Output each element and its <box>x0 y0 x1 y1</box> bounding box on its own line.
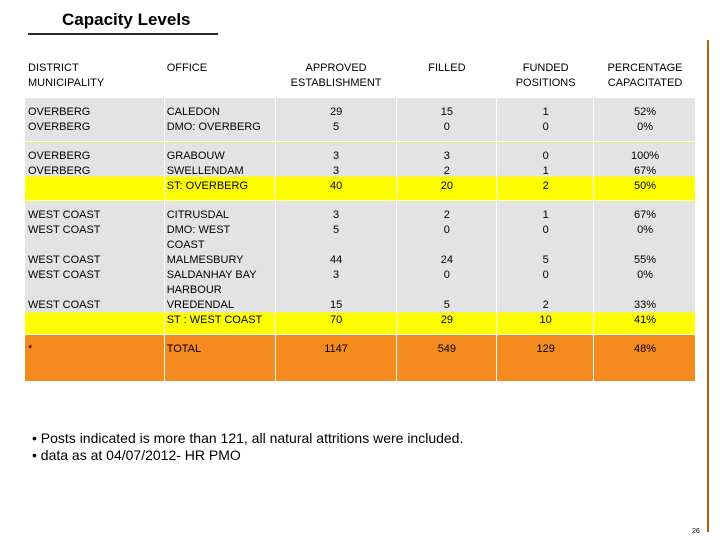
table-row <box>25 98 696 142</box>
header-district: DISTRICT MUNICIPALITY <box>25 54 165 98</box>
approved-cell: 1147 <box>275 335 396 382</box>
district-cell: OVERBERG OVERBERG <box>25 98 165 142</box>
funded-cell: 0 1 2 <box>497 142 594 201</box>
page-number: 26 <box>692 528 700 535</box>
percentage-cell: 52% 0% <box>594 98 696 142</box>
office-cell: GRABOUW SWELLENDAM ST: OVERBERG <box>164 142 275 201</box>
header-office: OFFICE <box>164 54 275 98</box>
header-funded: FUNDED POSITIONS <box>497 54 594 98</box>
capacity-table <box>24 53 696 382</box>
filled-cell: 15 0 <box>396 98 497 142</box>
table-header-row <box>25 54 696 98</box>
funded-cell: 129 <box>497 335 594 382</box>
table-row <box>25 201 696 335</box>
slide-edge-rule <box>707 40 709 532</box>
office-cell: CITRUSDAL DMO: WEST COAST MALMESBURY SALDANHAY BAY HARBOUR VREDENDAL ST : WEST COAST <box>164 201 275 335</box>
header-filled: FILLED <box>396 54 497 98</box>
approved-cell: 29 5 <box>275 98 396 142</box>
header-percentage: PERCENTAGE CAPACITATED <box>594 54 696 98</box>
funded-cell: 1 0 <box>497 98 594 142</box>
filled-cell: 2 0 24 0 5 29 <box>396 201 497 335</box>
table-total-row <box>25 335 696 382</box>
filled-cell: 3 2 20 <box>396 142 497 201</box>
percentage-cell: 48% <box>594 335 696 382</box>
percentage-cell: 67% 0% 55% 0% 33% 41% <box>594 201 696 335</box>
approved-cell: 3 3 40 <box>275 142 396 201</box>
percentage-cell: 100% 67% 50% <box>594 142 696 201</box>
office-cell: TOTAL <box>164 335 275 382</box>
footnotes <box>32 430 463 464</box>
page-title: Capacity Levels <box>62 10 191 29</box>
filled-cell: 549 <box>396 335 497 382</box>
district-cell: OVERBERG OVERBERG <box>25 142 165 201</box>
title-underline <box>28 33 218 35</box>
district-cell: WEST COAST WEST COAST WEST COAST WEST COAST WEST COAST <box>25 201 165 335</box>
header-approved: APPROVED ESTABLISHMENT <box>275 54 396 98</box>
district-cell: * <box>25 335 165 382</box>
footnote: • Posts indicated is more than 121, all natural attritions were included. <box>32 430 464 446</box>
approved-cell: 3 5 44 3 15 70 <box>275 201 396 335</box>
table-row <box>25 142 696 201</box>
funded-cell: 1 0 5 0 2 10 <box>497 201 594 335</box>
footnote: • data as at 04/07/2012- HR PMO <box>32 447 241 463</box>
office-cell: CALEDON DMO: OVERBERG <box>164 98 275 142</box>
